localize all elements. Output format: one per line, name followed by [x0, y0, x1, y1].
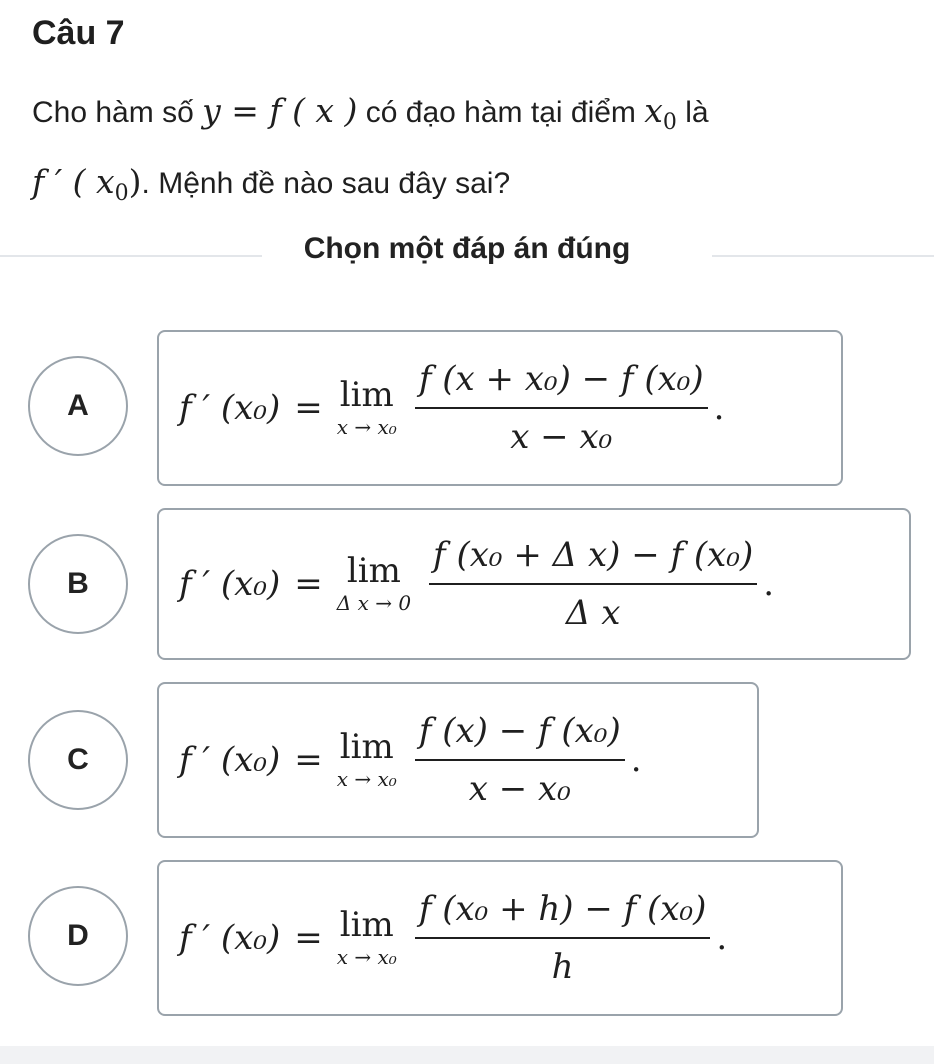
formula-equals: = — [294, 388, 323, 428]
limit — [336, 905, 397, 969]
formula-equals: = — [294, 918, 323, 958]
formula-period: . — [713, 388, 725, 428]
question-line-2 — [32, 149, 912, 220]
bottom-bar — [0, 1046, 934, 1064]
option-a-box[interactable] — [157, 330, 843, 486]
option-a-letter[interactable]: A — [28, 356, 128, 456]
question-text-part: . Mệnh đề nào sau đây sai? — [141, 167, 511, 200]
math-y-f-x: y = f ( x ) — [202, 91, 358, 130]
option-d-box[interactable] — [157, 860, 843, 1016]
denominator: x − x₀ — [468, 769, 571, 809]
fraction — [415, 711, 625, 809]
denominator: h — [551, 947, 574, 987]
lim-word: lim — [339, 375, 394, 415]
lim-subscript: x → x₀ — [336, 415, 397, 439]
question-text-part: là — [676, 96, 709, 129]
question-line-1 — [32, 78, 912, 149]
math-fprime-x0 — [32, 162, 142, 206]
option-b-box[interactable] — [157, 508, 911, 660]
numerator: f (x + x₀) − f (x₀) — [415, 359, 708, 409]
option-d-formula — [179, 862, 727, 1014]
divider-right — [712, 255, 934, 257]
lim-subscript: x → x₀ — [336, 945, 397, 969]
formula-equals: = — [294, 740, 323, 780]
answer-instruction: Chọn một đáp án đúng — [303, 232, 631, 265]
option-c-formula — [179, 684, 642, 836]
lim-word: lim — [339, 905, 394, 945]
option-b-formula — [179, 510, 774, 658]
formula-lhs: f ′ (x₀) — [179, 918, 281, 958]
math-subscript: 0 — [662, 110, 677, 135]
denominator: x − x₀ — [510, 417, 613, 457]
option-c-letter[interactable]: C — [28, 710, 128, 810]
option-b-letter[interactable]: B — [28, 534, 128, 634]
formula-equals: = — [294, 564, 323, 604]
lim-word: lim — [339, 727, 394, 767]
numerator: f (x) − f (x₀) — [415, 711, 625, 761]
question-text — [32, 78, 912, 220]
formula-lhs: f ′ (x₀) — [179, 740, 281, 780]
fraction — [429, 535, 757, 633]
option-c-box[interactable] — [157, 682, 759, 838]
limit — [336, 727, 397, 791]
question-text-part: có đạo hàm tại điểm — [357, 96, 645, 129]
math-var: x — [644, 91, 663, 130]
formula-lhs: f ′ (x₀) — [179, 388, 281, 428]
formula-period: . — [763, 564, 775, 604]
fraction — [415, 889, 711, 987]
fraction — [415, 359, 708, 457]
limit — [336, 551, 412, 615]
option-d-letter[interactable]: D — [28, 886, 128, 986]
denominator: Δ x — [565, 593, 621, 633]
math-subscript: 0 — [114, 181, 129, 206]
formula-lhs: f ′ (x₀) — [179, 564, 281, 604]
numerator: f (x₀ + h) − f (x₀) — [415, 889, 711, 939]
lim-subscript: Δ x → 0 — [336, 591, 412, 615]
numerator: f (x₀ + Δ x) − f (x₀) — [429, 535, 757, 585]
math-expr: f ′ ( x — [32, 162, 115, 201]
lim-subscript: x → x₀ — [336, 767, 397, 791]
formula-period: . — [630, 740, 642, 780]
math-paren: ) — [128, 162, 142, 201]
formula-period: . — [716, 918, 728, 958]
question-title: Câu 7 — [32, 14, 125, 52]
math-x0 — [644, 91, 677, 135]
limit — [336, 375, 397, 439]
lim-word: lim — [346, 551, 401, 591]
option-a-formula — [179, 332, 724, 484]
question-text-part: Cho hàm số — [32, 96, 203, 129]
